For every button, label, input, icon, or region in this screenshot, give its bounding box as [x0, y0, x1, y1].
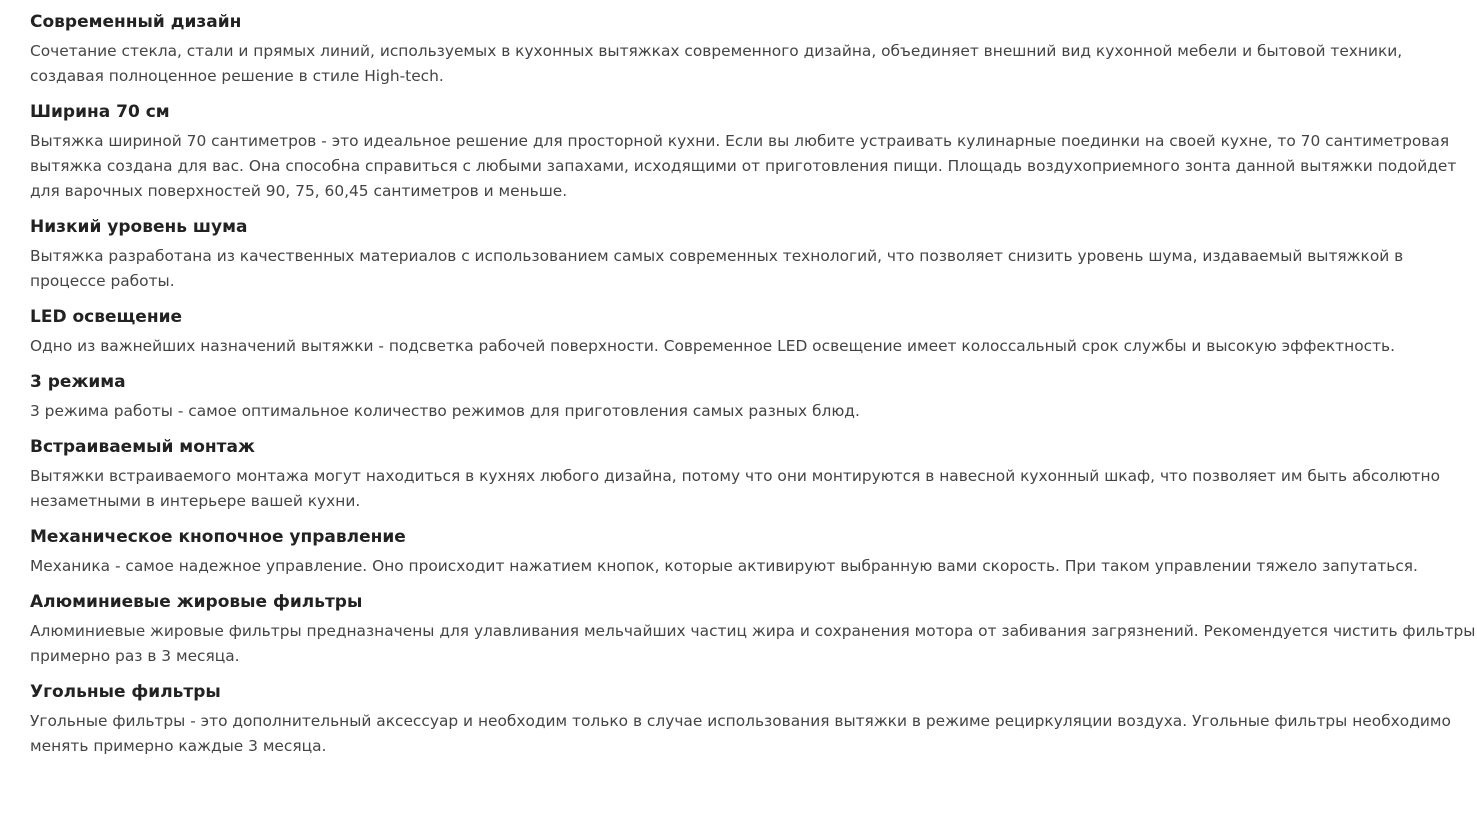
feature-built-in-mount — [30, 435, 1477, 514]
feature-description: 3 режима работы - самое оптимальное количество режимов для приготовления самых разных блюд. — [30, 402, 860, 420]
feature-title: 3 режима — [30, 372, 126, 392]
feature-title: Современный дизайн — [30, 12, 242, 32]
feature-description: Механика - самое надежное управление. Оно происходит нажатием кнопок, которые активируют выбранную вами скорость. При таком управлении тяжело запутаться. — [30, 557, 1418, 575]
feature-description: Вытяжки встраиваемого монтажа могут находиться в кухнях любого дизайна, потому что они монтируются в навесной кухонный шкаф, что позволяет им быть абсолютно незаметными в интерьере вашей кухни. — [30, 467, 1440, 510]
feature-modern-design — [30, 10, 1477, 89]
feature-title: Алюминиевые жировые фильтры — [30, 592, 363, 612]
feature-title: LED освещение — [30, 307, 183, 327]
feature-mechanical-control — [30, 525, 1477, 579]
feature-width — [30, 100, 1477, 204]
feature-title: Ширина 70 см — [30, 102, 170, 122]
feature-title: Низкий уровень шума — [30, 217, 248, 237]
feature-description: Угольные фильтры - это дополнительный аксессуар и необходим только в случае использования вытяжки в режиме рециркуляции воздуха. Угольные фильтры необходимо менять примерно каждые 3 месяца. — [30, 712, 1451, 755]
feature-led-lighting — [30, 305, 1477, 359]
feature-description: Алюминиевые жировые фильтры предназначены для улавливания мельчайших частиц жира и сохранения мотора от забивания загрязнений. Рекомендуется чистить фильтры примерно раз в 3 месяца. — [30, 622, 1476, 665]
feature-description: Вытяжка разработана из качественных материалов с использованием самых современных технологий, что позволяет снизить уровень шума, издаваемый вытяжкой в процессе работы. — [30, 247, 1404, 290]
feature-carbon-filters — [30, 680, 1477, 759]
feature-low-noise — [30, 215, 1477, 294]
feature-title: Угольные фильтры — [30, 682, 221, 702]
feature-title: Встраиваемый монтаж — [30, 437, 255, 457]
feature-three-modes — [30, 370, 1477, 424]
feature-description: Сочетание стекла, стали и прямых линий, используемых в кухонных вытяжках современного дизайна, объединяет внешний вид кухонной мебели и бытовой техники, создавая полноценное решение в стиле High-tech. — [30, 42, 1403, 85]
feature-description: Одно из важнейших назначений вытяжки - подсветка рабочей поверхности. Современное LED освещение имеет колоссальный срок службы и высокую эффектность. — [30, 337, 1395, 355]
features-list — [30, 10, 1477, 770]
feature-title: Механическое кнопочное управление — [30, 527, 406, 547]
feature-description: Вытяжка шириной 70 сантиметров - это идеальное решение для просторной кухни. Если вы любите устраивать кулинарные поединки на своей кухне, то 70 сантиметровая вытяжка создана для вас. Она способна справиться с любыми запахами, исходящими от приготовления пищи. Площадь воздухоприемного зонта данной вытяжки подойдет для варочных поверхностей 90, 75, 60,45 сантиметров и меньше. — [30, 132, 1457, 200]
feature-aluminum-filters — [30, 590, 1477, 669]
